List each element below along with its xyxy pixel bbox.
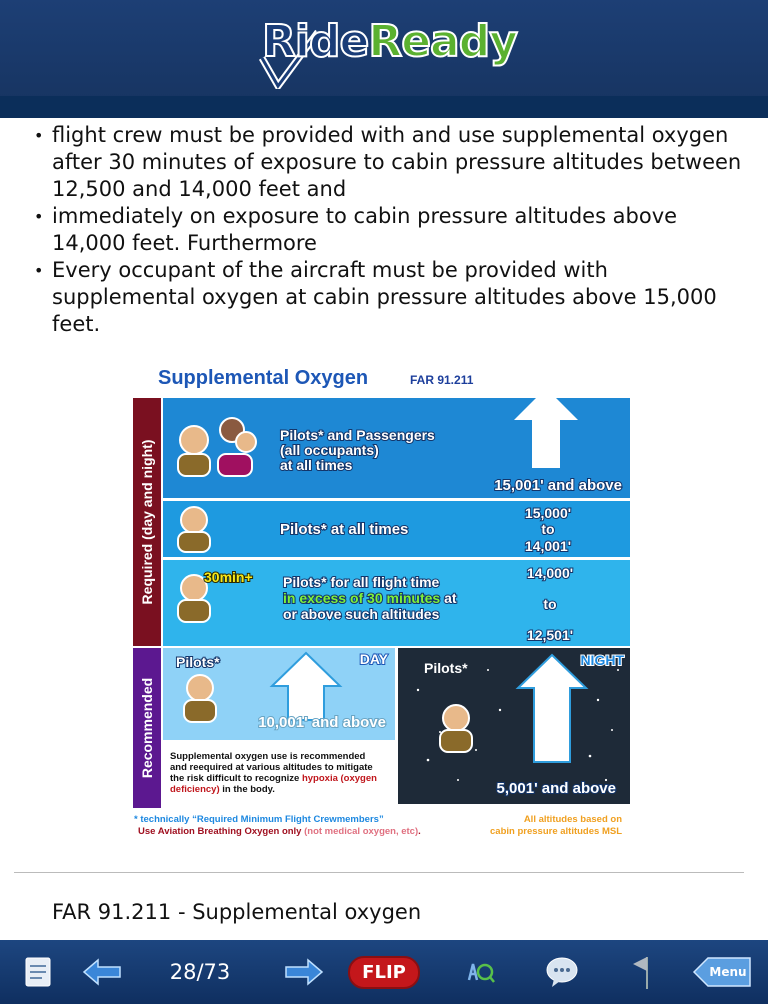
header-band <box>0 96 768 118</box>
note-deficiency: deficiency) <box>170 784 220 795</box>
row2-alt-bot: 14,001' <box>524 538 572 554</box>
document-list-icon <box>20 954 56 990</box>
note-line3a: the risk difficult to recognize <box>170 773 302 784</box>
flip-label: FLIP <box>348 956 420 989</box>
page-content <box>0 118 768 940</box>
bottom-toolbar <box>0 940 768 1004</box>
row3-alt-mid: to <box>543 596 557 612</box>
row3-alt-top: 14,000' <box>526 565 574 581</box>
page-caption: FAR 91.211 - Supplemental oxygen <box>52 900 422 924</box>
row1-line3: at all times <box>280 457 353 473</box>
row3-line2-end: at <box>440 590 457 606</box>
note-hypoxia: hypoxia (oxygen <box>301 773 377 784</box>
footnote-4: cabin pressure altitudes MSL <box>490 826 622 837</box>
footnote-2c: . <box>418 826 421 837</box>
row3-badge: 30min+ <box>204 569 253 585</box>
page-indicator <box>160 940 240 1004</box>
bullet-list <box>34 122 754 338</box>
day-altitude: 10,001' and above <box>258 714 386 731</box>
search-refresh-icon <box>459 954 497 990</box>
day-pilots: Pilots* <box>176 654 220 670</box>
notes-button[interactable] <box>540 940 584 1004</box>
figure-far: FAR 91.211 <box>410 373 474 387</box>
divider <box>14 872 744 873</box>
next-page-button[interactable] <box>282 940 326 1004</box>
row3-line2 <box>283 590 457 606</box>
footnote-1: * technically “Required Minimum Flight Crewmembers” <box>134 814 384 825</box>
previous-page-button[interactable] <box>80 940 124 1004</box>
arrow-left-icon <box>82 957 122 987</box>
night-altitude: 5,001' and above <box>496 780 616 797</box>
day-label: DAY <box>359 651 388 667</box>
note-line3 <box>170 773 377 784</box>
arrow-right-icon <box>284 957 324 987</box>
chat-bubble-icon <box>544 954 580 990</box>
night-label: NIGHT <box>580 652 624 668</box>
logo-wordmark <box>262 16 517 67</box>
night-pilots: Pilots* <box>424 660 468 676</box>
recommended-label: Recommended <box>139 677 155 779</box>
flip-button[interactable] <box>350 940 418 1004</box>
footnote-2b: (not medical oxygen, etc) <box>304 826 419 837</box>
row1-line2: (all occupants) <box>280 442 379 458</box>
note-line4b: in the body. <box>219 784 275 795</box>
table-of-contents-button[interactable] <box>14 940 62 1004</box>
search-replace-button[interactable] <box>456 940 500 1004</box>
footnote-2 <box>138 826 421 837</box>
figure-title: Supplemental Oxygen <box>158 367 369 389</box>
note-line1: Supplemental oxygen use is recommended <box>170 751 366 762</box>
row2-alt-top: 15,000' <box>524 505 572 521</box>
row3-highlight: in excess of 30 minutes <box>283 590 441 606</box>
row1-altitude: 15,001' and above <box>494 477 622 494</box>
bullet-item: • Every occupant of the aircraft must be provided with supplemental oxygen at cabin pressure altitudes above 15,000 feet. <box>34 257 754 338</box>
app-header <box>0 0 768 118</box>
required-label: Required (day and night) <box>139 439 155 605</box>
page-number: 28/73 <box>169 960 231 984</box>
menu-label: Menu <box>709 965 747 979</box>
row3-line3: or above such altitudes <box>283 606 440 622</box>
bullet-item: • flight crew must be provided with and use supplemental oxygen after 30 minutes of exposure to cabin pressure altitudes between 12,500 and 14,000 feet and <box>34 122 754 203</box>
flag-icon <box>629 953 659 991</box>
row1-line1: Pilots* and Passengers <box>280 427 435 443</box>
logo-ride: Ride <box>262 16 369 67</box>
row2-alt-mid: to <box>541 521 555 537</box>
logo-ready: Ready <box>368 16 517 67</box>
rideready-logo <box>258 14 518 84</box>
row2-text: Pilots* at all times <box>280 521 409 538</box>
note-line4 <box>170 784 275 795</box>
footnote-3: All altitudes based on <box>523 814 622 825</box>
menu-button[interactable] <box>690 940 754 1004</box>
bullet-item: • immediately on exposure to cabin pressure altitudes above 14,000 feet. Furthermore <box>34 203 754 257</box>
row3-line1: Pilots* for all flight time <box>283 574 440 590</box>
footnote-2a: Use Aviation Breathing Oxygen only <box>138 826 305 837</box>
bookmark-flag-button[interactable] <box>622 940 666 1004</box>
supplemental-oxygen-figure <box>128 360 640 842</box>
row3-alt-bot: 12,501' <box>526 627 574 643</box>
note-line2: and reequired at various altitudes to mitigate <box>170 762 373 773</box>
